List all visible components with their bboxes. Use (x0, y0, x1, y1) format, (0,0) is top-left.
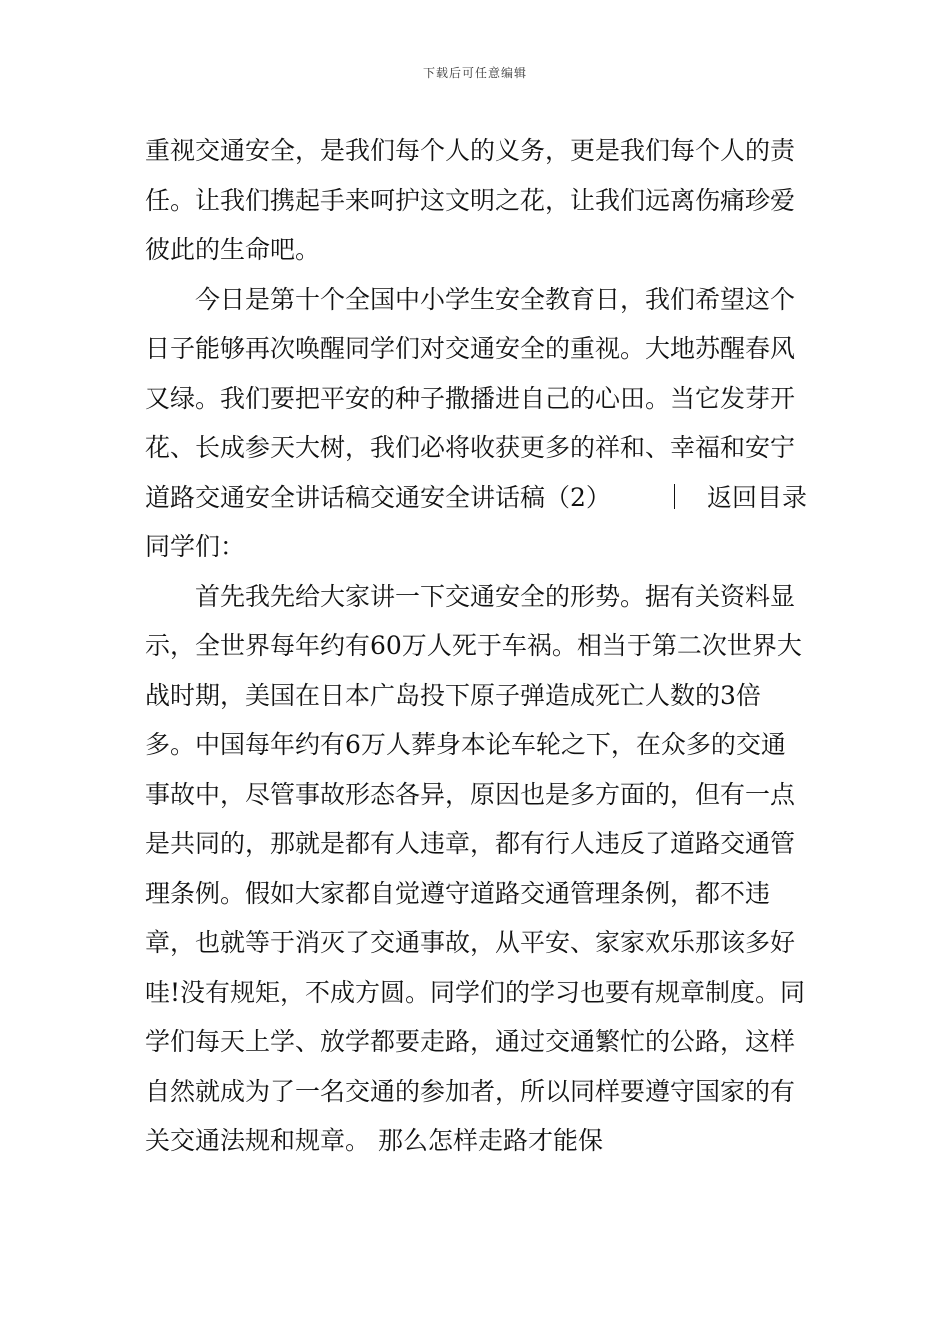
document-body (145, 126, 807, 1166)
salutation: 同学们： (145, 532, 246, 561)
section-heading-row (145, 473, 807, 523)
heading-separator: ｜ (661, 482, 687, 512)
paragraph-traffic-situation: 首先我先给大家讲一下交通安全的形势。据有关资料显示，全世界每年约有60万人死于车祸。相当于第二次世界大战时期，美国在日本广岛投下原子弹造成死亡人数的3倍多。中国每年约有6万人葬身本论车轮之下，在众多的交通事故中，尽管事故形态各异，原因也是多方面的，但有一点是共同的，那就是都有人违章，都有行人违反了道路交通管理条例。假如大家都自觉遵守道路交通管理条例，都不违章，也就等于消灭了交通事故，从平安、家家欢乐那该多好哇!没有规矩，不成方圆。同学们的学习也要有规章制度。同学们每天上学、放学都要走路，通过交通繁忙的公路，这样自然就成为了一名交通的参加者，所以同样要遵守国家的有关交通法规和规章。 那么怎样走路才能保 (145, 581, 806, 1155)
paragraph-safety-day: 今日是第十个全国中小学生安全教育日，我们希望这个日子能够再次唤醒同学们对交通安全的重视。大地苏醒春风又绿。我们要把平安的种子撒播进自己的心田。当它发芽开花、长成参天大树，我们必将收获更多的祥和、幸福和安宁 (145, 284, 796, 462)
section-heading: 道路交通安全讲话稿交通安全讲话稿（2） (145, 482, 611, 512)
toc-link-group (649, 473, 807, 523)
back-to-toc-link[interactable]: 返回目录 (706, 482, 807, 512)
paragraph-closing: 重视交通安全，是我们每个人的义务，更是我们每个人的责任。让我们携起手来呵护这文明之花，让我们远离伤痛珍爱彼此的生命吧。 (145, 136, 796, 264)
page-header: 下载后可任意编辑 (422, 66, 527, 80)
